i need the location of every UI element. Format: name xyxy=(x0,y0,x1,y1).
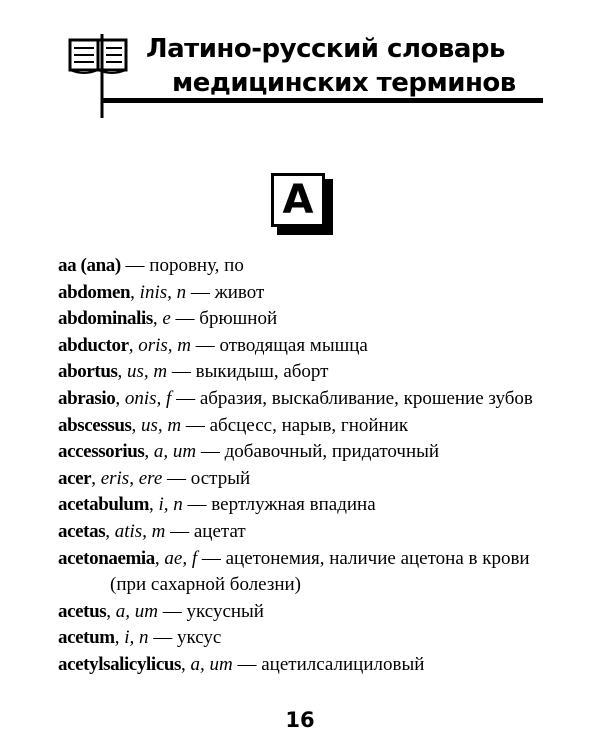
entry-translation: брюшной xyxy=(199,308,278,330)
entry-translation: ацетилсалициловый xyxy=(261,653,425,675)
entry-term: acetus xyxy=(58,600,107,622)
entry-translation: абразия, выскабливание, крошение зубов xyxy=(199,387,533,409)
dictionary-entry: abdominalis, e — брюшной xyxy=(58,308,278,330)
entry-term: abductor xyxy=(58,334,129,356)
entry-grammar: inis, n xyxy=(139,281,187,303)
entry-grammar: i, n xyxy=(124,627,149,649)
dictionary-entry: abductor, oris, m — отводящая мышца xyxy=(58,334,368,356)
dictionary-entry: acer, eris, ere — острый xyxy=(58,467,251,489)
page-header xyxy=(66,20,586,120)
entry-term: abortus xyxy=(58,361,118,383)
entry-translation: острый xyxy=(190,467,251,489)
entry-term: abdomen xyxy=(58,281,131,303)
title-line-1: Латино-русский словарь xyxy=(146,34,505,64)
entry-term: accessorius xyxy=(58,441,145,463)
entry-grammar: a, um xyxy=(115,600,158,622)
entry-grammar: us, m xyxy=(140,414,182,436)
dictionary-entry: aa (ana) — поровну, по xyxy=(58,255,244,276)
entry-term: aa (ana) xyxy=(58,255,121,276)
entry-term: acetas xyxy=(58,520,106,542)
dictionary-entry: acetus, a, um — уксусный xyxy=(58,600,264,622)
dictionary-entry: acetylsalicylicus, a, um — ацетилсалициловый xyxy=(58,653,425,675)
entry-translation: абсцесс, нарыв, гнойник xyxy=(209,414,409,436)
page-title xyxy=(146,32,516,100)
dictionary-entry: abdomen, inis, n — живот xyxy=(58,281,265,303)
entry-translation: живот xyxy=(214,281,265,303)
title-line-2: медицинских терминов xyxy=(172,68,516,98)
dictionary-entry: acetonaemia, ae, f — ацетонемия, наличие ацетона в крови (при сахарной болезни) xyxy=(58,547,530,596)
entry-term: acer xyxy=(58,467,92,489)
entry-translation: поровну, по xyxy=(149,255,244,276)
entry-grammar: i, n xyxy=(158,494,183,516)
entry-term: acetabulum xyxy=(58,494,150,516)
entry-translation: добавочный, придаточный xyxy=(224,441,440,463)
page-number: 16 xyxy=(285,708,315,732)
entry-translation: ацетонемия, наличие ацетона в крови (при сахарной болезни) xyxy=(110,547,530,596)
entry-translation: уксус xyxy=(176,627,222,649)
section-letter: A xyxy=(271,173,325,227)
dictionary-entries xyxy=(58,253,558,679)
entry-grammar: a, um xyxy=(190,653,233,675)
entry-term: acetylsalicylicus xyxy=(58,653,182,675)
entry-grammar: onis, f xyxy=(124,387,172,409)
entry-grammar: atis, m xyxy=(114,520,166,542)
entry-term: acetonaemia xyxy=(58,547,155,569)
section-letter-box xyxy=(271,173,333,235)
dictionary-entry: abrasio, onis, f — абразия, выскабливание, крошение зубов xyxy=(58,387,533,409)
dictionary-entry: abortus, us, m — выкидыш, аборт xyxy=(58,361,329,383)
entry-translation: уксусный xyxy=(186,600,264,622)
header-rule xyxy=(101,98,543,103)
dictionary-entry: accessorius, a, um — добавочный, придаточный xyxy=(58,441,440,463)
dictionary-entry: abscessus, us, m — абсцесс, нарыв, гнойник xyxy=(58,414,409,436)
entry-term: abdominalis xyxy=(58,308,153,330)
entry-grammar: a, um xyxy=(153,441,197,463)
entry-grammar: eris, ere xyxy=(100,467,163,489)
dictionary-entry: acetum, i, n — уксус xyxy=(58,627,222,649)
entry-translation: выкидыш, аборт xyxy=(195,361,329,383)
dictionary-entry: acetas, atis, m — ацетат xyxy=(58,520,246,542)
entry-grammar: ae, f xyxy=(164,547,198,569)
entry-translation: ацетат xyxy=(193,520,246,542)
entry-translation: вертлужная впадина xyxy=(211,494,376,516)
entry-term: acetum xyxy=(58,627,115,649)
entry-grammar: oris, m xyxy=(138,334,191,356)
entry-term: abscessus xyxy=(58,414,132,436)
entry-term: abrasio xyxy=(58,387,116,409)
entry-grammar: us, m xyxy=(127,361,168,383)
entry-grammar: e xyxy=(162,308,171,330)
open-book-icon xyxy=(66,28,128,120)
entry-translation: отводящая мышца xyxy=(219,334,368,356)
dictionary-entry: acetabulum, i, n — вертлужная впадина xyxy=(58,494,376,516)
